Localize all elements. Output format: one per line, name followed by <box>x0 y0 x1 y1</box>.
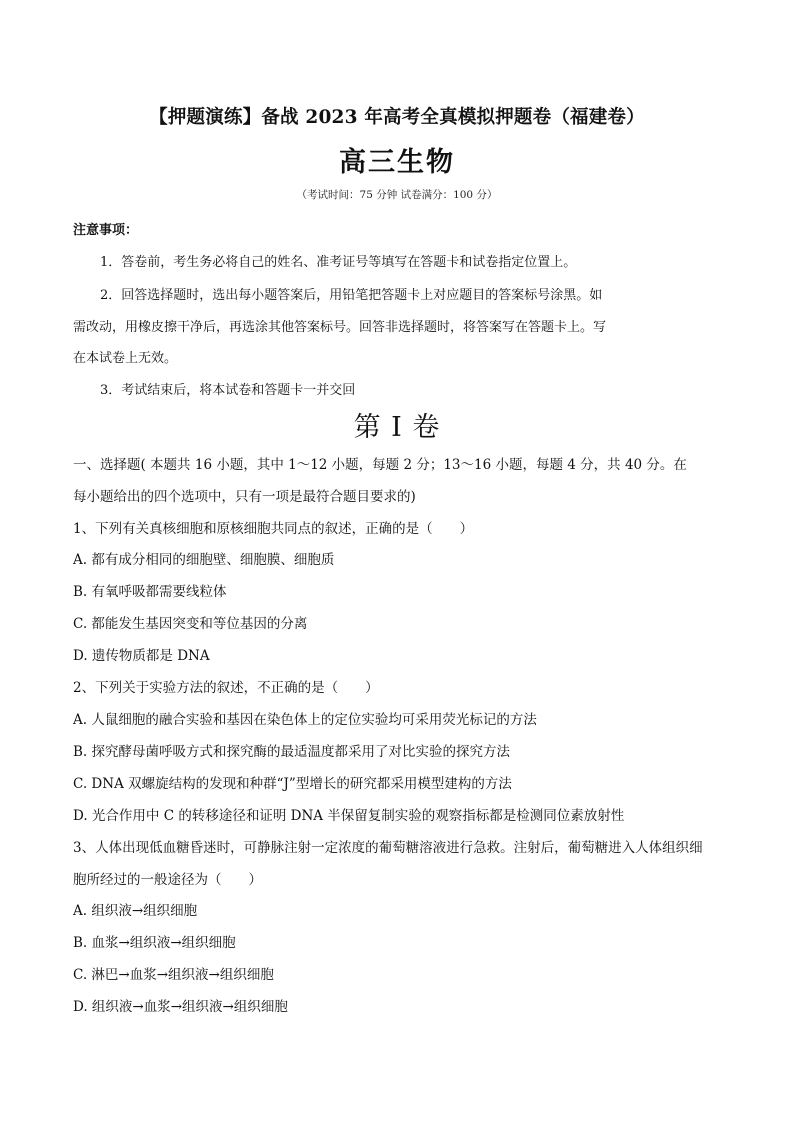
question-3-stem-line-2: 胞所经过的一般途径为（ ） <box>73 872 262 888</box>
question-3-option-d: D. 组织液→血浆→组织液→组织细胞 <box>73 999 288 1015</box>
question-3-option-b: B. 血浆→组织液→组织细胞 <box>73 935 236 951</box>
section-intro-line-1: 一、选择题( 本题共 16 小题，其中 1～12 小题，每题 2 分；13～16 小题，每题 4 分，共 40 分。在 <box>73 457 687 473</box>
notice-item-2-line-1: 2．回答选择题时，选出每小题答案后，用铅笔把答题卡上对应题目的答案标号涂黑。如 <box>100 288 603 303</box>
question-1-option-a: A. 都有成分相同的细胞壁、细胞膜、细胞质 <box>73 552 335 568</box>
question-2-stem: 2、下列关于实验方法的叙述，不正确的是（ ） <box>73 680 379 696</box>
question-1-option-c: C. 都能发生基因突变和等位基因的分离 <box>73 616 308 632</box>
section-intro-line-2: 每小题给出的四个选项中，只有一项是最符合题目要求的) <box>73 489 416 505</box>
question-2-option-d: D. 光合作用中 C 的转移途径和证明 DNA 半保留复制实验的观察指标都是检测同位素放射性 <box>73 808 625 824</box>
subject-title: 高三生物 <box>339 147 455 178</box>
question-2-option-a: A. 人鼠细胞的融合实验和基因在染色体上的定位实验均可采用荧光标记的方法 <box>73 712 537 728</box>
question-3-stem-line-1: 3、人体出现低血糖昏迷时，可静脉注射一定浓度的葡萄糖溶液进行急救。注射后，葡萄糖进入人体组织细 <box>73 840 703 856</box>
notice-item-2-line-3: 在本试卷上无效。 <box>73 351 178 366</box>
notice-heading: 注意事项： <box>73 223 139 238</box>
exam-title: 【押题演练】备战 2023 年高考全真模拟押题卷（福建卷） <box>149 107 645 128</box>
notice-item-2-line-2: 需改动，用橡皮擦干净后，再选涂其他答案标号。回答非选择题时，将答案写在答题卡上。写 <box>73 320 607 335</box>
section-title: 第 I 卷 <box>353 412 441 443</box>
question-1-option-b: B. 有氧呼吸都需要线粒体 <box>73 584 227 600</box>
question-3-option-a: A. 组织液→组织细胞 <box>73 903 198 919</box>
question-1-option-d: D. 遗传物质都是 DNA <box>73 648 210 664</box>
notice-item-1: 1．答卷前，考生务必将自己的姓名、准考证号等填写在答题卡和试卷指定位置上。 <box>100 255 577 270</box>
question-1-stem: 1、下列有关真核细胞和原核细胞共同点的叙述，正确的是（ ） <box>73 521 474 537</box>
question-3-option-c: C. 淋巴→血浆→组织液→组织细胞 <box>73 967 274 983</box>
question-2-option-b: B. 探究酵母菌呼吸方式和探究酶的最适温度都采用了对比实验的探究方法 <box>73 744 511 760</box>
exam-info: （考试时间：75 分钟 试卷满分：100 分） <box>296 189 498 201</box>
question-2-option-c: C. DNA 双螺旋结构的发现和种群“J”型增长的研究都采用模型建构的方法 <box>73 776 512 792</box>
notice-item-3: 3．考试结束后，将本试卷和答题卡一并交回 <box>100 383 356 398</box>
